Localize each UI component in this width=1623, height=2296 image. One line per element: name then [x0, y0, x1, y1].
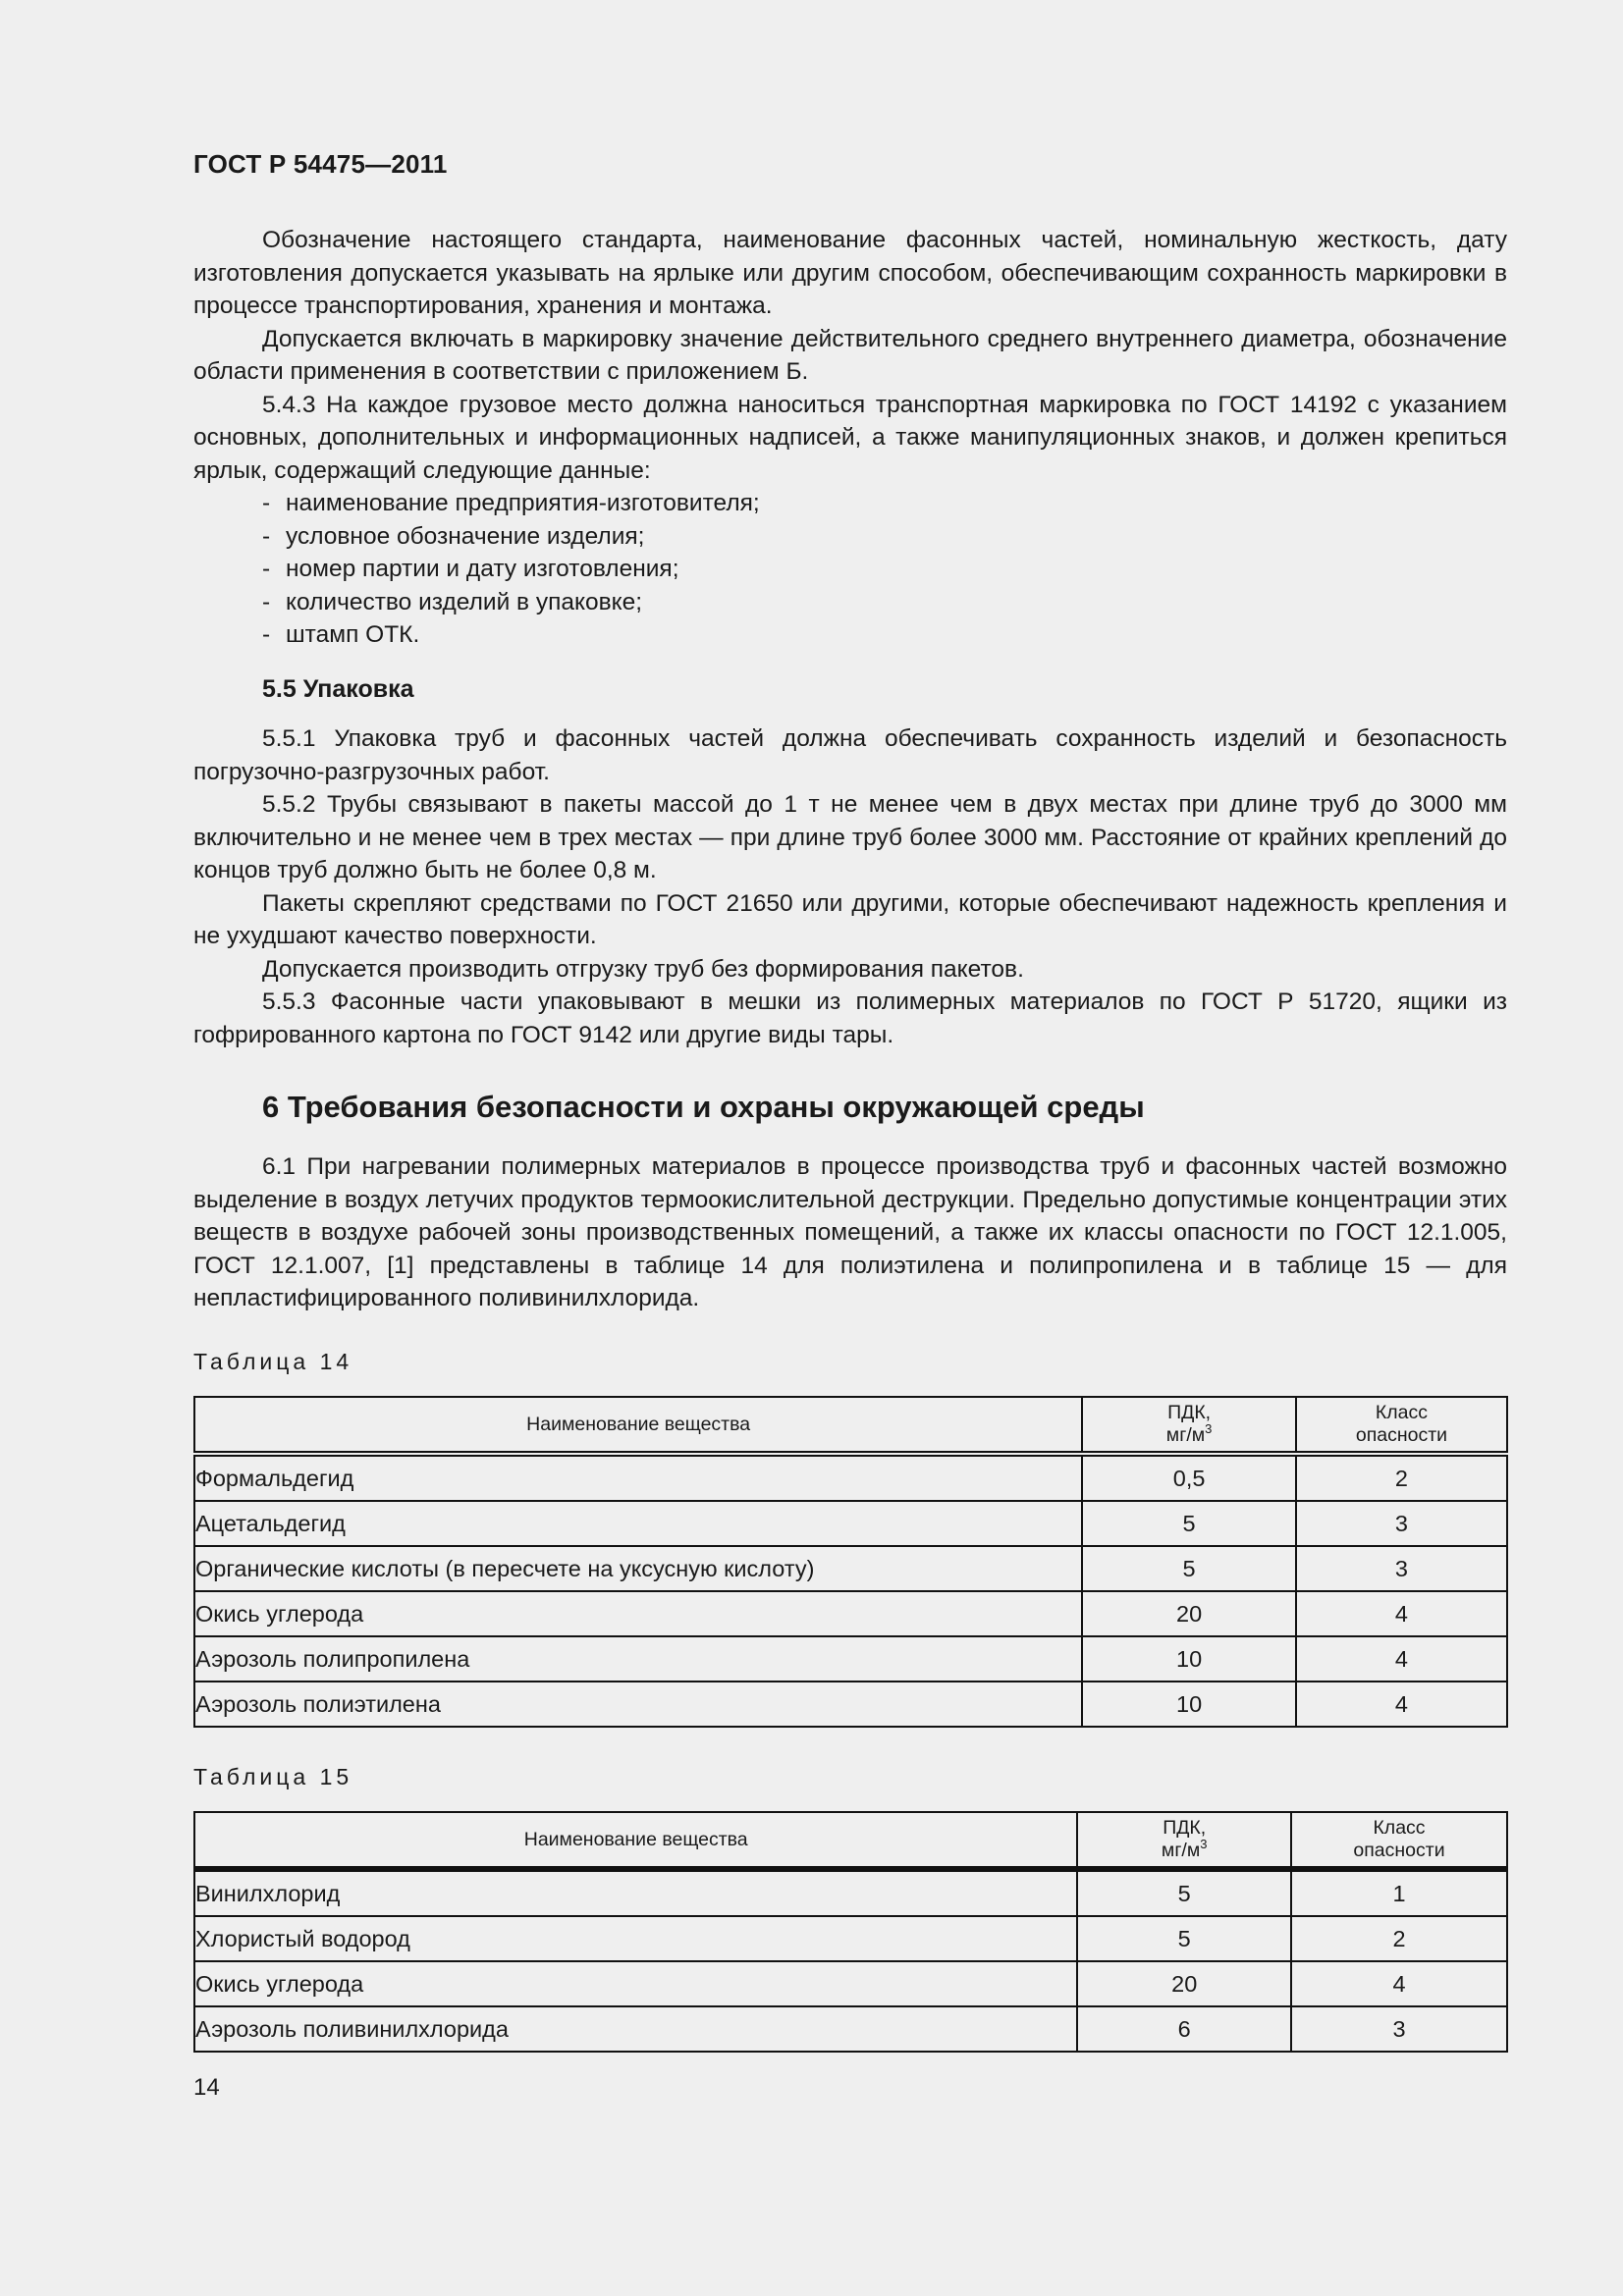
table-row — [194, 1636, 1507, 1682]
safety-text-block — [193, 1150, 1507, 1315]
table-14-caption: Таблица 14 — [193, 1349, 353, 1374]
table-row — [194, 1682, 1507, 1727]
hazard-class-cell: 1 — [1291, 1869, 1507, 1916]
paragraph: Обозначение настоящего стандарта, наименование фасонных частей, номинальную жесткость, дату изготовления допускается указывать на ярлыке или другим способом, обеспечивающим сохранность маркировки в процессе транспортирования, хранения и монтажа. — [193, 227, 1507, 319]
table-row — [194, 1591, 1507, 1636]
table-15-caption: Таблица 15 — [193, 1764, 353, 1789]
table-row — [194, 1869, 1507, 1916]
pdk-cell: 6 — [1077, 2006, 1291, 2052]
substance-cell: Органические кислоты (в пересчете на уксусную кислоту) — [194, 1546, 1082, 1591]
paragraph: 5.5.3 Фасонные части упаковывают в мешки из полимерных материалов по ГОСТ Р 51720, ящики из гофрированного картона по ГОСТ 9142 или другие виды тары. — [193, 988, 1507, 1048]
hazard-class-cell: 4 — [1296, 1682, 1507, 1727]
table-row — [194, 1501, 1507, 1546]
dash-bullet-icon: - — [262, 522, 271, 550]
substance-cell: Аэрозоль поливинилхлорида — [194, 2006, 1077, 2052]
list-item: - количество изделий в упаковке; — [193, 586, 1507, 619]
substance-cell: Винилхлорид — [194, 1869, 1077, 1916]
substance-cell: Формальдегид — [194, 1454, 1082, 1501]
hazard-class-cell: 2 — [1291, 1916, 1507, 1961]
substance-cell: Аэрозоль полипропилена — [194, 1636, 1082, 1682]
paragraph: 5.5.1 Упаковка труб и фасонных частей должна обеспечивать сохранность изделий и безопасность погрузочно-разгрузочных работ. — [193, 725, 1507, 785]
pdk-cell: 5 — [1082, 1501, 1296, 1546]
hazard-class-cell: 3 — [1296, 1546, 1507, 1591]
table-row — [194, 2006, 1507, 2052]
table-header-row — [194, 1812, 1507, 1869]
dash-bullet-icon: - — [262, 621, 271, 648]
hazard-class-cell: 4 — [1296, 1636, 1507, 1682]
paragraph: Пакеты скрепляют средствами по ГОСТ 21650 или другими, которые обеспечивают надежность крепления и не ухудшают качество поверхности. — [193, 889, 1507, 949]
pdk-cell: 5 — [1082, 1546, 1296, 1591]
hazard-class-cell: 4 — [1291, 1961, 1507, 2006]
substance-cell: Окись углерода — [194, 1591, 1082, 1636]
hazard-class-cell: 4 — [1296, 1591, 1507, 1636]
table-row — [194, 1454, 1507, 1501]
table-row — [194, 1916, 1507, 1961]
column-header-substance: Наименование вещества — [194, 1397, 1082, 1454]
paragraph: Допускается производить отгрузку труб без формирования пакетов. — [262, 955, 1024, 983]
list-item: - номер партии и дату изготовления; — [193, 553, 1507, 586]
table-row — [194, 1961, 1507, 2006]
hazard-class-cell: 3 — [1296, 1501, 1507, 1546]
pdk-cell: 5 — [1077, 1916, 1291, 1961]
packaging-text-block — [193, 722, 1507, 1051]
paragraph: Допускается включать в маркировку значение действительного среднего внутреннего диаметра, обозначение области применения в соответствии с приложением Б. — [193, 325, 1507, 385]
substance-cell: Окись углерода — [194, 1961, 1077, 2006]
hazard-class-cell: 3 — [1291, 2006, 1507, 2052]
column-header-pdk: ПДК, $мг/м^3$ — [1082, 1397, 1296, 1454]
substance-cell: Аэрозоль полиэтилена — [194, 1682, 1082, 1727]
hazard-class-cell: 2 — [1296, 1454, 1507, 1501]
table-14 — [193, 1396, 1508, 1728]
column-header-hazard-class: Класс опасности — [1291, 1812, 1507, 1869]
table-row — [194, 1546, 1507, 1591]
pdk-cell: 20 — [1082, 1591, 1296, 1636]
pdk-cell: 10 — [1082, 1636, 1296, 1682]
dash-bullet-icon: - — [262, 556, 271, 582]
pdk-cell: 20 — [1077, 1961, 1291, 2006]
column-header-pdk: ПДК, $мг/м^3$ — [1077, 1812, 1291, 1869]
pdk-cell: 0,5 — [1082, 1454, 1296, 1501]
subsection-title-packaging: 5.5 Упаковка — [262, 675, 414, 703]
table-header-row — [194, 1397, 1507, 1454]
pdk-cell: 10 — [1082, 1682, 1296, 1727]
paragraph: 5.4.3 На каждое грузовое место должна наноситься транспортная маркировка по ГОСТ 14192 с указанием основных, дополнительных и информационных надписей, а также манипуляционных знаков, и должен крепиться ярлык, содержащий следующие данные: — [193, 391, 1507, 484]
document-header-id: ГОСТ Р 54475—2011 — [193, 149, 448, 179]
section-title-safety: 6 Требования безопасности и охраны окружающей среды — [262, 1090, 1145, 1124]
dash-bullet-icon: - — [262, 588, 271, 615]
table-15 — [193, 1811, 1508, 2053]
paragraph: 5.5.2 Трубы связывают в пакеты массой до 1 т не менее чем в двух местах при длине труб до 3000 мм включительно и не менее чем в трех местах — при длине труб более 3000 мм. Расстояние от крайних креплений до концов труб должно быть не более 0,8 м. — [193, 791, 1507, 883]
substance-cell: Хлористый водород — [194, 1916, 1077, 1961]
list-item: - наименование предприятия-изготовителя; — [193, 487, 1507, 520]
marking-text-block — [193, 224, 1507, 652]
pdk-cell: 5 — [1077, 1869, 1291, 1916]
list-item: - условное обозначение изделия; — [193, 520, 1507, 554]
page-number: 14 — [193, 2074, 220, 2101]
column-header-substance: Наименование вещества — [194, 1812, 1077, 1869]
column-header-hazard-class: Класс опасности — [1296, 1397, 1507, 1454]
list-item: - штамп ОТК. — [193, 618, 1507, 652]
paragraph: 6.1 При нагревании полимерных материалов в процессе производства труб и фасонных частей возможно выделение в воздух летучих продуктов термоокислительной деструкции. Предельно допустимые концентрации этих веществ в воздухе рабочей зоны производственных помещений, а также их классы опасности по ГОСТ 12.1.005, ГОСТ 12.1.007, [1] представлены в таблице 14 для полиэтилена и полипропилена и в таблице 15 — для непластифицированного поливинилхлорида. — [193, 1153, 1507, 1311]
dash-bullet-icon: - — [262, 490, 271, 516]
substance-cell: Ацетальдегид — [194, 1501, 1082, 1546]
label-data-list — [193, 487, 1507, 652]
